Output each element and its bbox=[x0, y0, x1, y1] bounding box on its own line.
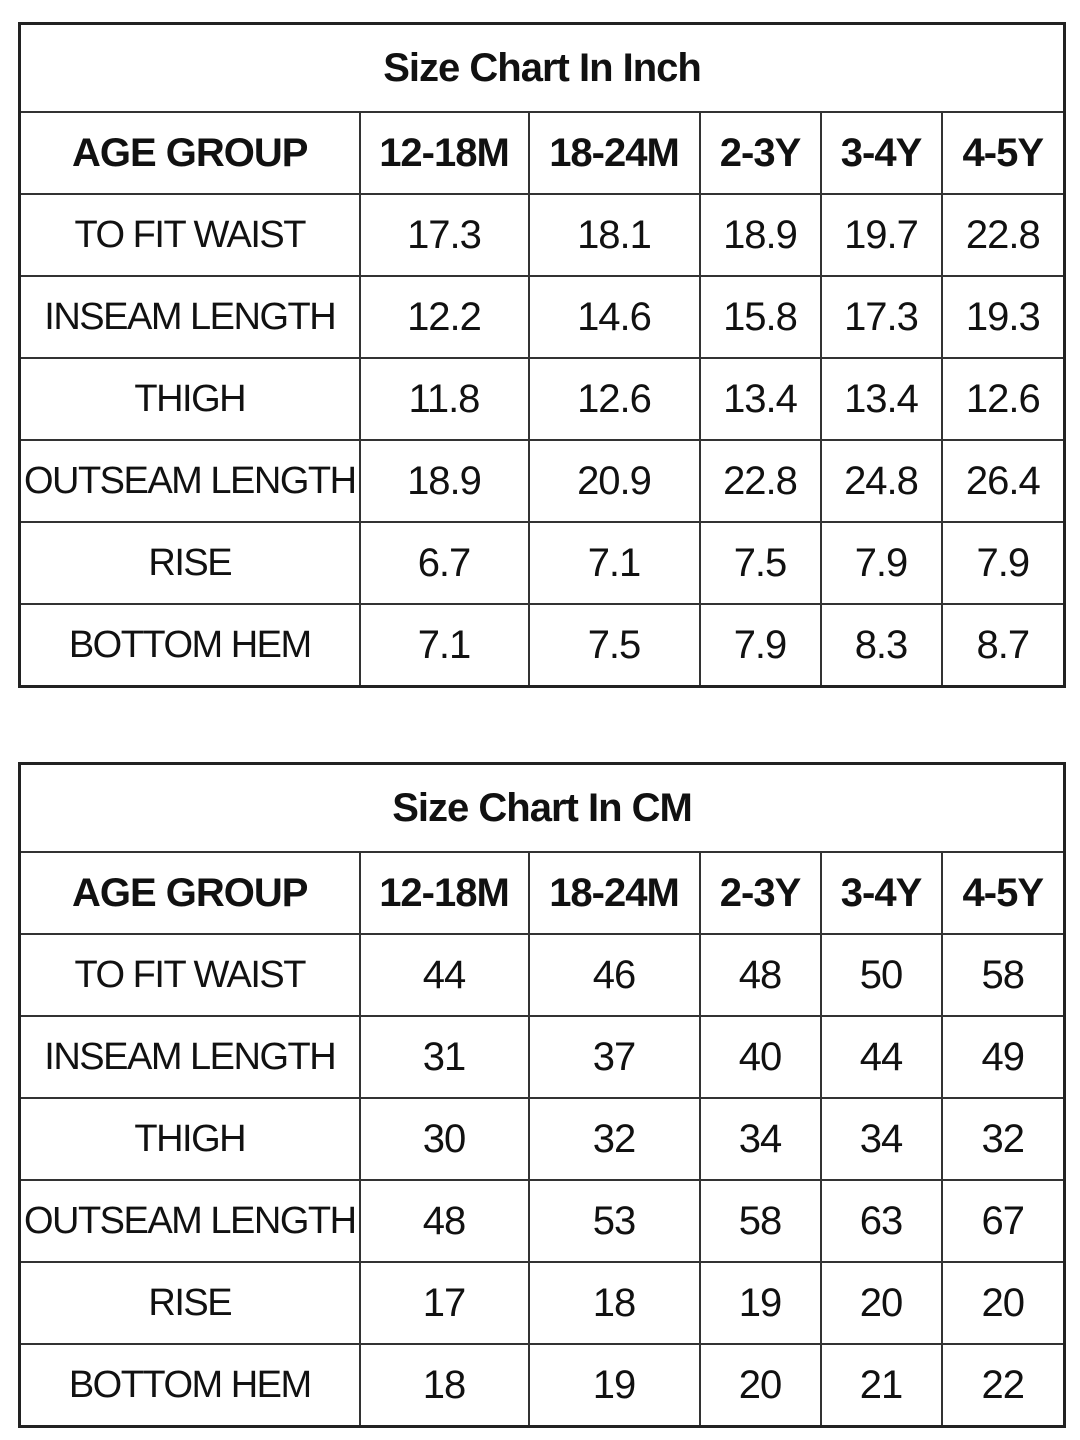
table-cell: 19 bbox=[700, 1262, 821, 1344]
table-cell: 17 bbox=[360, 1262, 529, 1344]
column-header: 12-18M bbox=[360, 112, 529, 194]
table-cell: 37 bbox=[529, 1016, 700, 1098]
column-header: 4-5Y bbox=[942, 112, 1065, 194]
table-cell: 18 bbox=[529, 1262, 700, 1344]
table-cell: 7.9 bbox=[942, 522, 1065, 604]
row-label: BOTTOM HEM bbox=[20, 604, 360, 687]
column-header: 2-3Y bbox=[700, 852, 821, 934]
table-cell: 50 bbox=[821, 934, 942, 1016]
table-cell: 44 bbox=[360, 934, 529, 1016]
header-row bbox=[20, 852, 1065, 934]
table-row bbox=[20, 1262, 1065, 1344]
column-header-age-group: AGE GROUP bbox=[20, 112, 360, 194]
column-header: 3-4Y bbox=[821, 112, 942, 194]
table-row bbox=[20, 522, 1065, 604]
table-cell: 7.1 bbox=[360, 604, 529, 687]
table-row bbox=[20, 604, 1065, 687]
table-cell: 7.9 bbox=[700, 604, 821, 687]
table-cell: 13.4 bbox=[821, 358, 942, 440]
table-row bbox=[20, 1098, 1065, 1180]
table-cell: 7.5 bbox=[700, 522, 821, 604]
table-cell: 58 bbox=[700, 1180, 821, 1262]
table-cell: 8.7 bbox=[942, 604, 1065, 687]
row-label: THIGH bbox=[20, 358, 360, 440]
table-row bbox=[20, 1016, 1065, 1098]
table-cell: 12.6 bbox=[942, 358, 1065, 440]
table-cell: 63 bbox=[821, 1180, 942, 1262]
column-header-age-group: AGE GROUP bbox=[20, 852, 360, 934]
table-row bbox=[20, 1344, 1065, 1427]
row-label: BOTTOM HEM bbox=[20, 1344, 360, 1427]
row-label: TO FIT WAIST bbox=[20, 934, 360, 1016]
table-cell: 6.7 bbox=[360, 522, 529, 604]
table-cell: 13.4 bbox=[700, 358, 821, 440]
column-header: 18-24M bbox=[529, 852, 700, 934]
table-cell: 15.8 bbox=[700, 276, 821, 358]
size-chart-cm-table bbox=[18, 762, 1066, 1428]
table-cell: 11.8 bbox=[360, 358, 529, 440]
row-label: TO FIT WAIST bbox=[20, 194, 360, 276]
table-cell: 53 bbox=[529, 1180, 700, 1262]
table-cell: 7.5 bbox=[529, 604, 700, 687]
table-cell: 20 bbox=[700, 1344, 821, 1427]
table-cell: 40 bbox=[700, 1016, 821, 1098]
table-cell: 17.3 bbox=[821, 276, 942, 358]
table-cell: 20.9 bbox=[529, 440, 700, 522]
row-label: INSEAM LENGTH bbox=[20, 276, 360, 358]
table-cell: 22 bbox=[942, 1344, 1065, 1427]
table-cell: 31 bbox=[360, 1016, 529, 1098]
column-header: 4-5Y bbox=[942, 852, 1065, 934]
column-header: 3-4Y bbox=[821, 852, 942, 934]
row-label: OUTSEAM LENGTH bbox=[20, 440, 360, 522]
table-cell: 22.8 bbox=[700, 440, 821, 522]
table-cell: 12.2 bbox=[360, 276, 529, 358]
table-cell: 21 bbox=[821, 1344, 942, 1427]
table-title: Size Chart In CM bbox=[20, 764, 1065, 853]
size-chart-inch-table bbox=[18, 22, 1066, 688]
table-cell: 26.4 bbox=[942, 440, 1065, 522]
table-cell: 19.3 bbox=[942, 276, 1065, 358]
table-cell: 32 bbox=[942, 1098, 1065, 1180]
header-row bbox=[20, 112, 1065, 194]
table-row bbox=[20, 1180, 1065, 1262]
table-cell: 7.9 bbox=[821, 522, 942, 604]
table-cell: 8.3 bbox=[821, 604, 942, 687]
table-cell: 44 bbox=[821, 1016, 942, 1098]
column-header: 12-18M bbox=[360, 852, 529, 934]
row-label: THIGH bbox=[20, 1098, 360, 1180]
table-row bbox=[20, 440, 1065, 522]
table-cell: 17.3 bbox=[360, 194, 529, 276]
table-cell: 7.1 bbox=[529, 522, 700, 604]
row-label: OUTSEAM LENGTH bbox=[20, 1180, 360, 1262]
table-cell: 34 bbox=[700, 1098, 821, 1180]
table-cell: 18.9 bbox=[700, 194, 821, 276]
table-cell: 67 bbox=[942, 1180, 1065, 1262]
table-cell: 19.7 bbox=[821, 194, 942, 276]
row-label: INSEAM LENGTH bbox=[20, 1016, 360, 1098]
table-title: Size Chart In Inch bbox=[20, 24, 1065, 113]
table-row bbox=[20, 934, 1065, 1016]
table-cell: 20 bbox=[942, 1262, 1065, 1344]
table-cell: 24.8 bbox=[821, 440, 942, 522]
table-cell: 46 bbox=[529, 934, 700, 1016]
row-label: RISE bbox=[20, 1262, 360, 1344]
table-cell: 58 bbox=[942, 934, 1065, 1016]
table-cell: 49 bbox=[942, 1016, 1065, 1098]
table-cell: 30 bbox=[360, 1098, 529, 1180]
table-cell: 18 bbox=[360, 1344, 529, 1427]
table-cell: 12.6 bbox=[529, 358, 700, 440]
column-header: 2-3Y bbox=[700, 112, 821, 194]
table-row bbox=[20, 194, 1065, 276]
table-cell: 48 bbox=[700, 934, 821, 1016]
table-cell: 14.6 bbox=[529, 276, 700, 358]
table-cell: 34 bbox=[821, 1098, 942, 1180]
row-label: RISE bbox=[20, 522, 360, 604]
table-cell: 18.1 bbox=[529, 194, 700, 276]
column-header: 18-24M bbox=[529, 112, 700, 194]
table-cell: 32 bbox=[529, 1098, 700, 1180]
table-cell: 48 bbox=[360, 1180, 529, 1262]
table-row bbox=[20, 358, 1065, 440]
table-cell: 18.9 bbox=[360, 440, 529, 522]
table-cell: 20 bbox=[821, 1262, 942, 1344]
table-cell: 22.8 bbox=[942, 194, 1065, 276]
table-cell: 19 bbox=[529, 1344, 700, 1427]
table-row bbox=[20, 276, 1065, 358]
